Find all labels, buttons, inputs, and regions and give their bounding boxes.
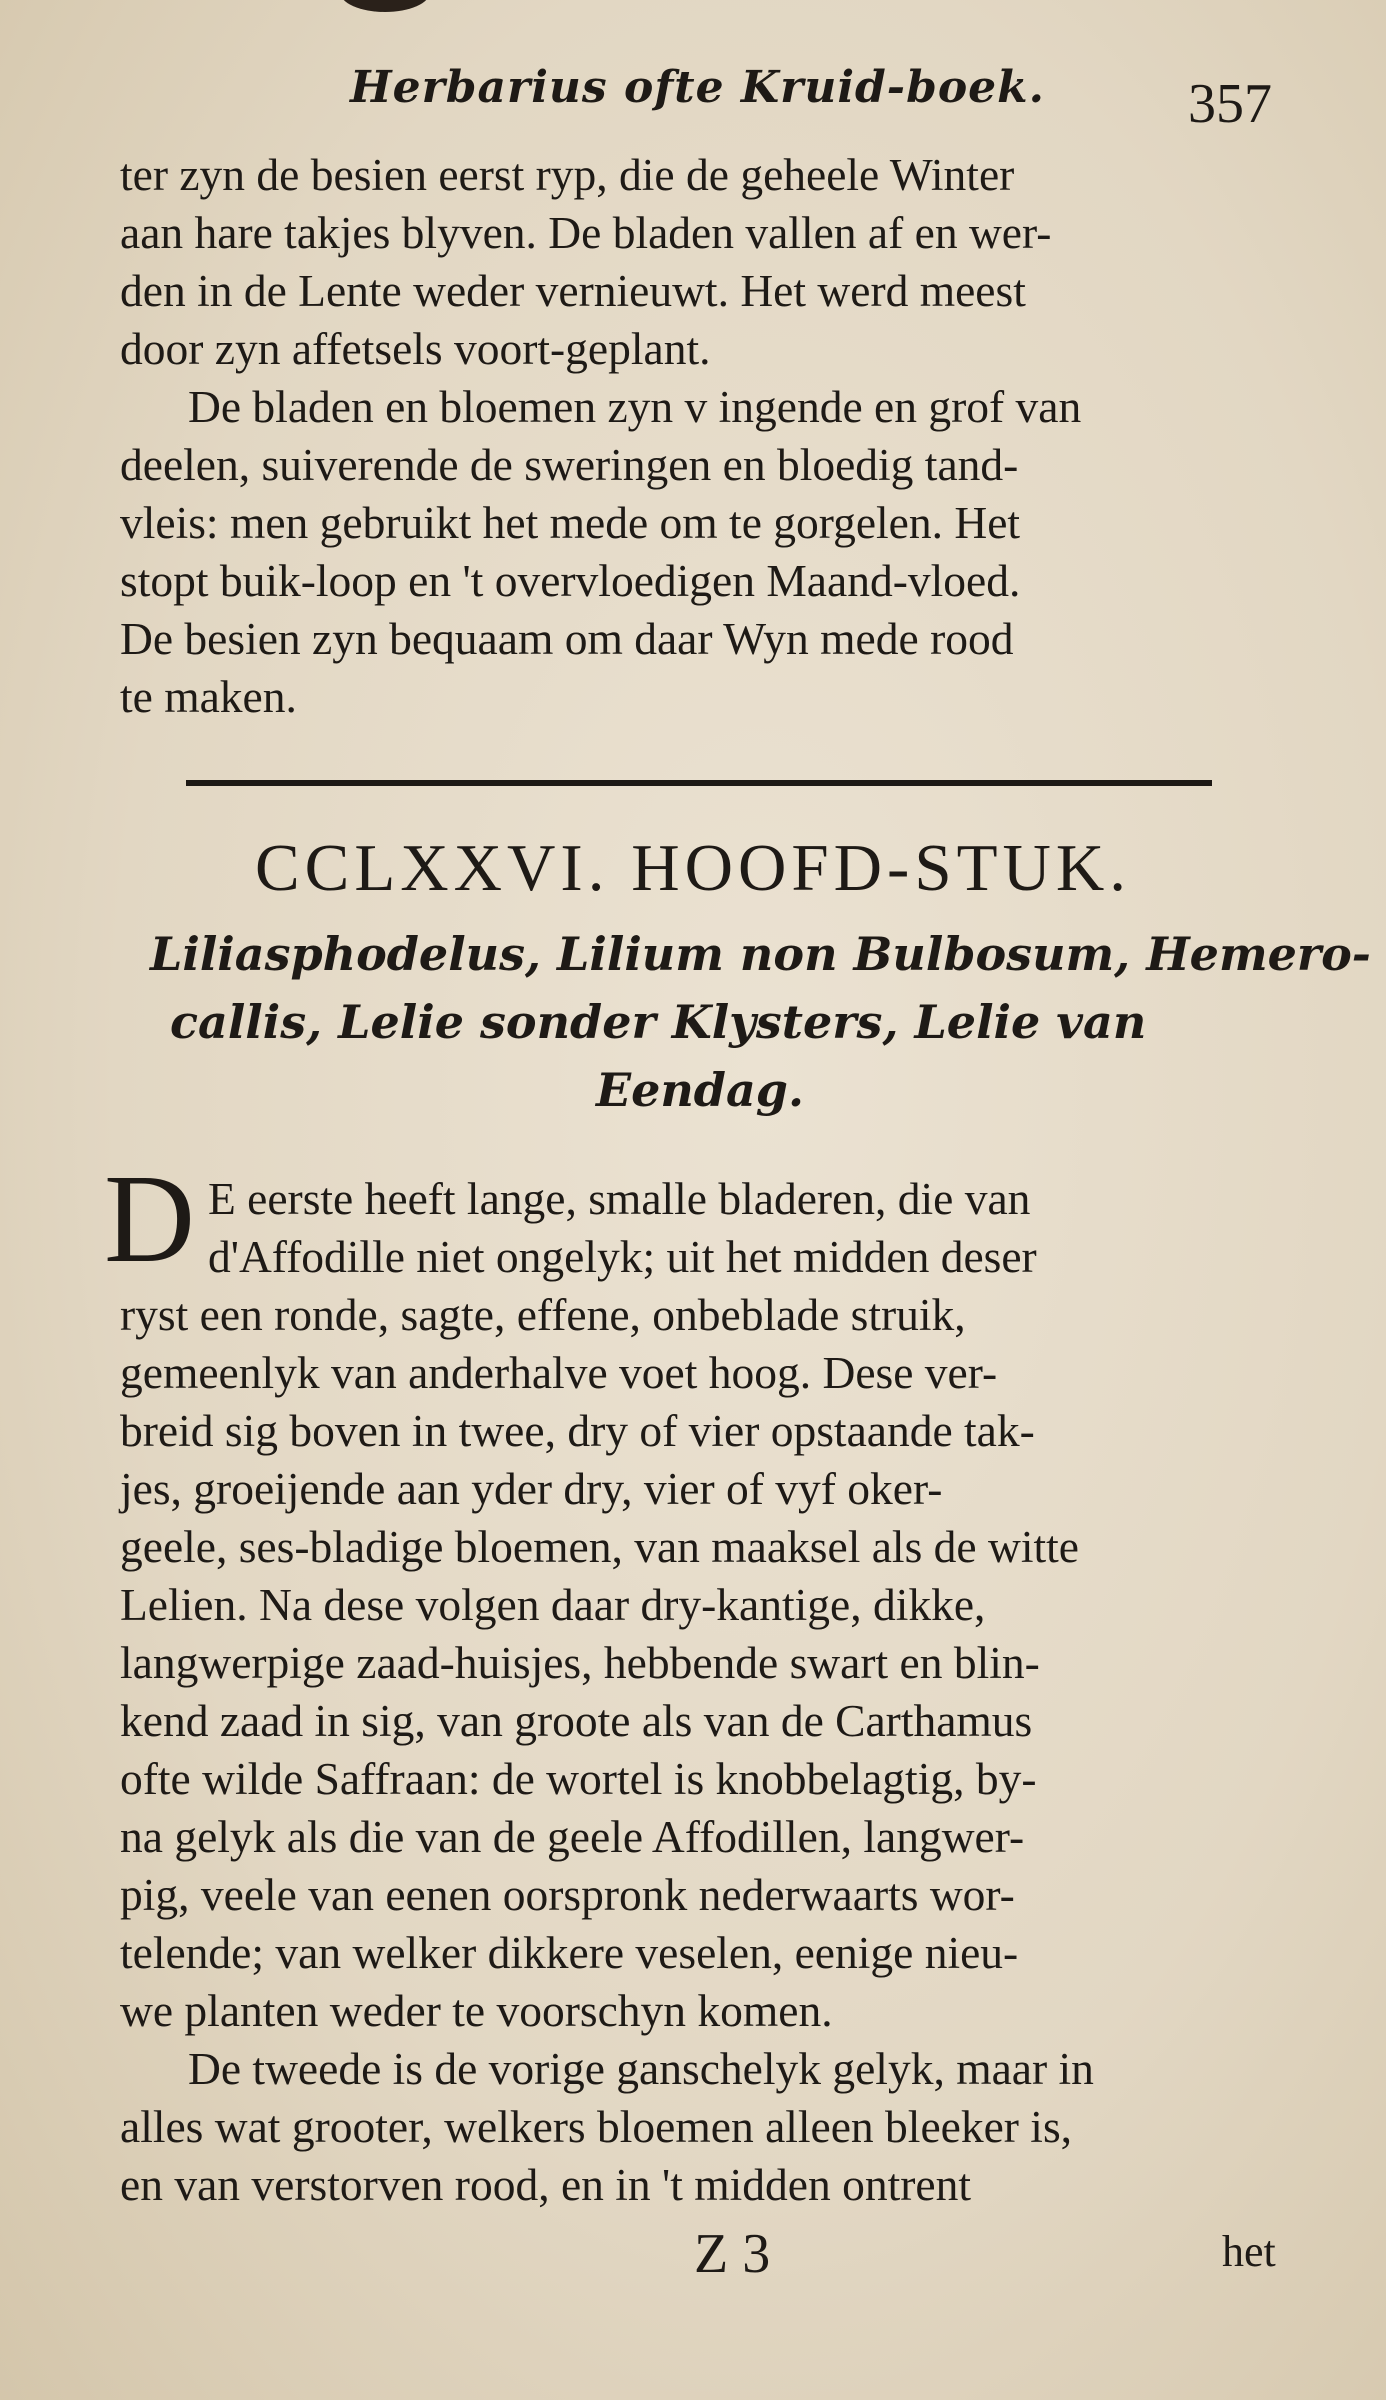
text-line: ryst een ronde, sagte, effene, onbeblade struik,	[120, 1289, 966, 1340]
text-line: telende; van welker dikkere veselen, eenige nieu-	[120, 1927, 1019, 1978]
running-header: Herbarius ofte Kruid-boek.	[350, 62, 1045, 113]
section-divider	[186, 780, 1212, 786]
signature-mark: Z 3	[694, 2223, 771, 2285]
text-line: langwerpige zaad-huisjes, hebbende swart en blin-	[120, 1637, 1040, 1688]
continued-paragraph	[120, 146, 1290, 726]
page-damage	[340, 0, 430, 12]
text-line: alles wat grooter, welkers bloemen alleen bleeker is,	[120, 2101, 1073, 2152]
text-line: den in de Lente weder vernieuwt. Het werd meest	[120, 265, 1026, 316]
text-line: d'Affodille niet ongelyk; uit het midden deser	[208, 1231, 1037, 1282]
catchword: het	[1222, 2227, 1276, 2276]
text-line: en van verstorven rood, en in 't midden ontrent	[120, 2159, 971, 2210]
text-line: we planten weder te voorschyn komen.	[120, 1985, 833, 2036]
text-line: stopt buik-loop en 't overvloedigen Maand-vloed.	[120, 555, 1021, 606]
text-line: breid sig boven in twee, dry of vier opstaande tak-	[120, 1405, 1035, 1456]
subtitle-line: callis, Lelie sonder Klysters, Lelie van	[170, 995, 1147, 1049]
text-line: De besien zyn bequaam om daar Wyn mede rood	[120, 613, 1014, 664]
text-line: ter zyn de besien eerst ryp, die de geheele Winter	[120, 149, 1015, 200]
text-line: gemeenlyk van anderhalve voet hoog. Dese ver-	[120, 1347, 998, 1398]
text-line: ofte wilde Saffraan: de wortel is knobbelagtig, by-	[120, 1753, 1037, 1804]
drop-capital: D	[104, 1150, 195, 1289]
text-line: aan hare takjes blyven. De bladen vallen af en wer-	[120, 207, 1052, 258]
chapter-heading: CCLXXVI. HOOFD-STUK.	[254, 831, 1132, 905]
page-number: 357	[1188, 73, 1272, 135]
text-line: jes, groeijende aan yder dry, vier of vyf oker-	[120, 1463, 943, 1514]
text-line: kend zaad in sig, van groote als van de Carthamus	[120, 1695, 1033, 1746]
text-line: door zyn affetsels voort-geplant.	[120, 323, 711, 374]
text-line: pig, veele van eenen oorspronk nederwaarts wor-	[120, 1869, 1015, 1920]
text-line: geele, ses-bladige bloemen, van maaksel als de witte	[120, 1521, 1079, 1572]
text-line: te maken.	[120, 671, 297, 722]
text-line: deelen, suiverende de sweringen en bloedig tand-	[120, 439, 1019, 490]
text-line: De bladen en bloemen zyn v ingende en grof van	[188, 381, 1082, 432]
text-line: Lelien. Na dese volgen daar dry-kantige, dikke,	[120, 1579, 986, 1630]
text-line: De tweede is de vorige ganschelyk gelyk, maar in	[188, 2043, 1094, 2094]
chapter-body	[120, 1170, 1290, 2214]
subtitle-line: Liliasphodelus, Lilium non Bulbosum, Hemero-	[150, 927, 1371, 981]
text-line: na gelyk als die van de geele Affodillen, langwer-	[120, 1811, 1025, 1862]
text-line: vleis: men gebruikt het mede om te gorgelen. Het	[120, 497, 1021, 548]
text-line: E eerste heeft lange, smalle bladeren, die van	[208, 1173, 1031, 1224]
chapter-subtitle	[150, 920, 1371, 1124]
subtitle-line: Eendag.	[596, 1063, 804, 1117]
